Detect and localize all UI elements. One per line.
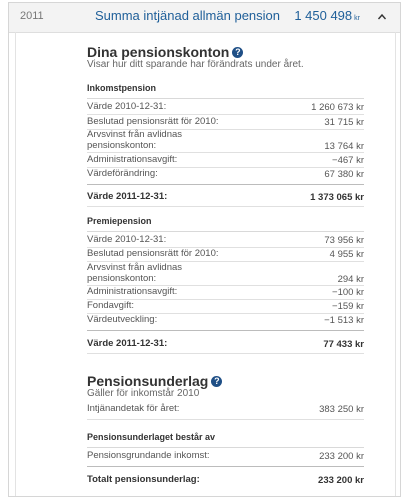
summary-title: Summa intjänad allmän pension xyxy=(95,8,280,23)
inkomst-row xyxy=(87,168,364,180)
total-label: Totalt pensionsunderlag: xyxy=(87,474,200,485)
row-label: Arvsvinst från avlidnas pensionskonton: xyxy=(87,129,183,151)
row-value: −467 kr xyxy=(332,155,364,166)
underlag-title xyxy=(87,373,222,389)
total-divider xyxy=(87,330,364,331)
row-value: 383 250 kr xyxy=(319,404,364,415)
row-value: 13 764 kr xyxy=(324,141,364,152)
row-label: Beslutad pensionsrätt för 2010: xyxy=(87,248,219,259)
premie-total-row xyxy=(87,338,364,350)
row-label: Administrationsavgift: xyxy=(87,286,178,297)
total-value: 1 373 065 kr xyxy=(310,192,364,203)
section-divider xyxy=(87,353,364,354)
premie-row xyxy=(87,248,364,260)
underlag-title-text: Pensionsunderlag xyxy=(87,373,209,389)
inkomst-row xyxy=(87,116,364,128)
inkomst-total-row xyxy=(87,191,364,203)
row-value: 73 956 kr xyxy=(324,235,364,246)
summary-total-unit: kr xyxy=(354,15,360,22)
row-label: Administrationsavgift: xyxy=(87,154,178,165)
row-label: Värde 2010-12-31: xyxy=(87,234,167,245)
grundande-row xyxy=(87,450,364,462)
row-value: −1 513 kr xyxy=(324,315,364,326)
row-label: Arvsvinst från avlidnas pensionskonton: xyxy=(87,262,183,284)
help-icon[interactable]: ? xyxy=(211,376,222,387)
row-label: Intjänandetak för året: xyxy=(87,403,180,414)
row-label: Värde 2010-12-31: xyxy=(87,101,167,112)
premie-row xyxy=(87,234,364,246)
total-divider xyxy=(87,184,364,185)
inkomst-row xyxy=(87,154,364,166)
row-label: Fondavgift: xyxy=(87,300,134,311)
total-value: 233 200 kr xyxy=(318,475,364,486)
total-value: 77 433 kr xyxy=(323,339,364,350)
row-label: Beslutad pensionsrätt för 2010: xyxy=(87,116,219,127)
row-value: 4 955 kr xyxy=(329,249,364,260)
premie-row xyxy=(87,286,364,298)
year-label: 2011 xyxy=(20,10,44,22)
premie-row xyxy=(87,314,364,326)
row-label: Värdeutveckling: xyxy=(87,314,158,325)
section-divider xyxy=(87,206,364,207)
row-value: −100 kr xyxy=(332,287,364,298)
row-divider xyxy=(87,114,364,115)
konton-description: Visar hur ditt sparande har förändrats under året. xyxy=(87,59,304,70)
row-value: 294 kr xyxy=(337,274,364,285)
row-label: Värdeförändring: xyxy=(87,168,158,179)
premiepension-heading: Premiepension xyxy=(87,216,364,232)
chevron-up-icon[interactable] xyxy=(377,12,387,22)
total-divider xyxy=(87,466,364,467)
summary-total-value: 1 450 498 xyxy=(294,8,353,23)
help-icon[interactable]: ? xyxy=(232,47,243,58)
row-divider xyxy=(87,152,364,153)
row-value: 67 380 kr xyxy=(324,169,364,180)
row-value: −159 kr xyxy=(332,301,364,312)
konton-title xyxy=(87,44,243,60)
premie-row xyxy=(87,262,364,285)
konton-title-text: Dina pensionskonton xyxy=(87,44,230,60)
total-label: Värde 2011-12-31: xyxy=(87,191,168,202)
row-divider xyxy=(87,419,364,420)
underlag-consists-heading: Pensionsunderlaget består av xyxy=(87,432,364,448)
row-value: 233 200 kr xyxy=(319,451,364,462)
row-value: 1 260 673 kr xyxy=(311,102,364,113)
summary-header[interactable] xyxy=(9,3,400,33)
underlag-total-row xyxy=(87,474,364,486)
premie-row xyxy=(87,300,364,312)
total-label: Värde 2011-12-31: xyxy=(87,338,168,349)
row-label: Pensionsgrundande inkomst: xyxy=(87,450,210,461)
inkomst-row xyxy=(87,101,364,113)
row-value: 31 715 kr xyxy=(324,117,364,128)
inkomstpension-heading: Inkomstpension xyxy=(87,83,364,99)
intjanandetak-row xyxy=(87,403,364,415)
summary-total xyxy=(294,8,360,23)
underlag-description: Gäller för inkomstår 2010 xyxy=(87,388,200,399)
inkomst-row xyxy=(87,129,364,152)
